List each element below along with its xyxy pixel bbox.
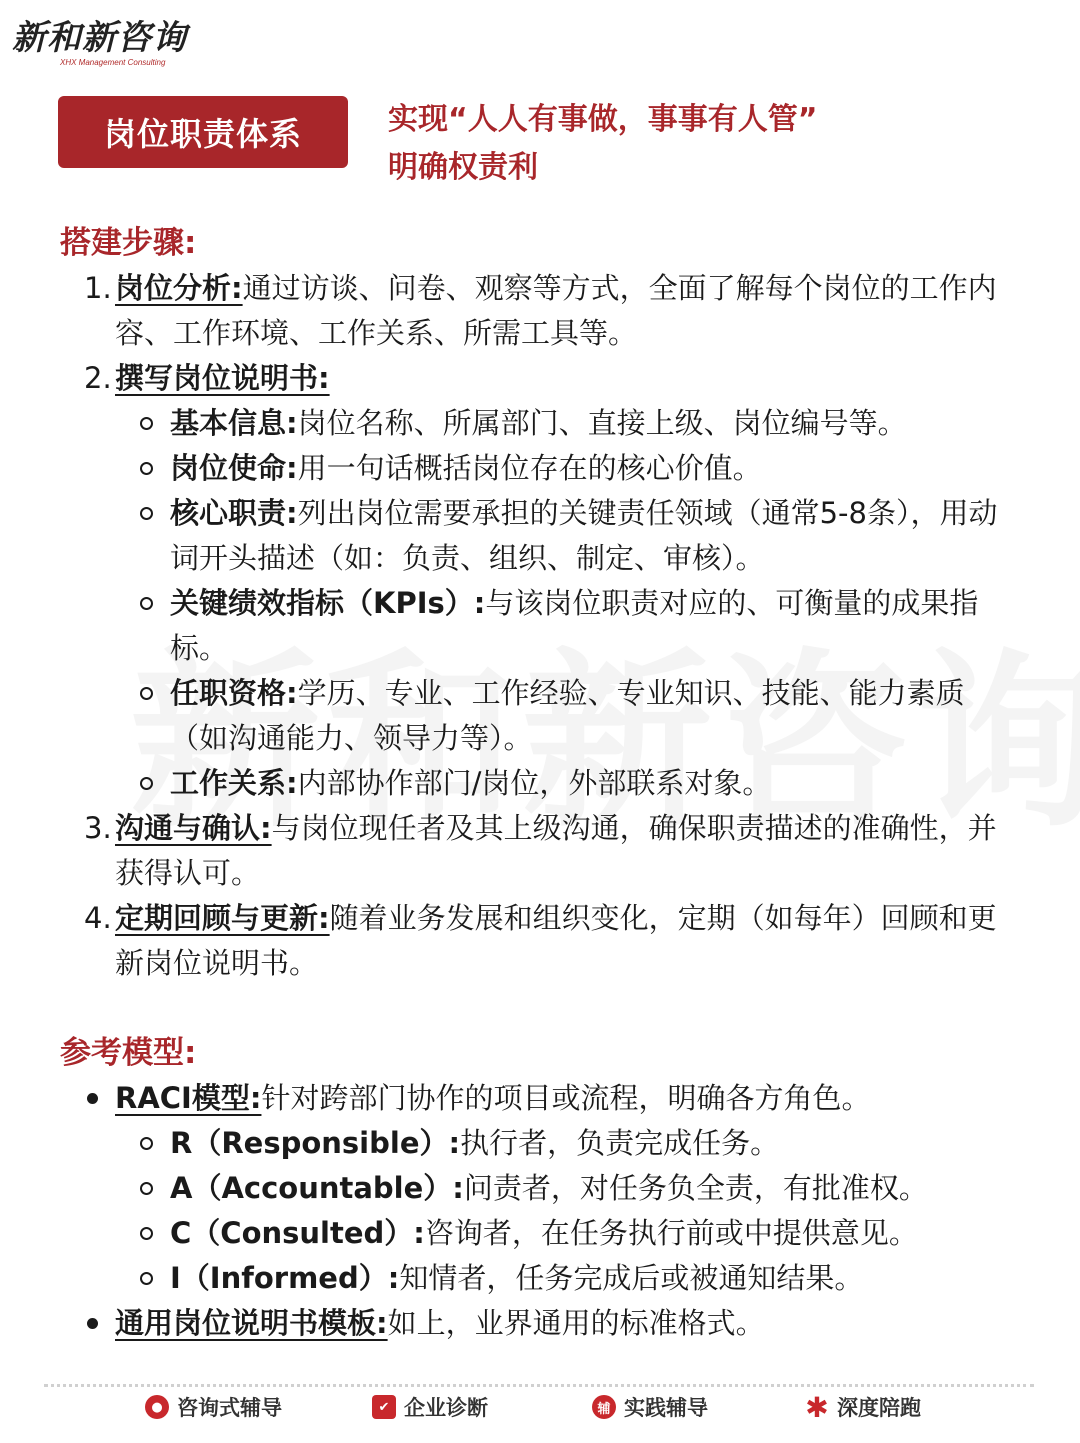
bullet-text: 针对跨部门协作的项目或流程，明确各方角色。 <box>261 1081 871 1115</box>
sub-text: 岗位名称、所属部门、直接上级、岗位编号等。 <box>297 406 907 440</box>
footer-item-practice <box>592 1392 708 1422</box>
title-line-1: 实现“人人有事做，事事有人管” <box>388 102 818 137</box>
logo-text: 新和新咨询 <box>12 18 187 58</box>
sub-key: C（Consulted）: <box>170 1216 425 1250</box>
page-title <box>388 96 817 192</box>
step-text: 与岗位现任者及其上级沟通，确保职责描述的准确性，并获得认可。 <box>115 811 997 890</box>
step-text: 随着业务发展和组织变化，定期（如每年）回顾和更新岗位说明书。 <box>115 901 997 980</box>
footer-item-accompany <box>805 1392 921 1422</box>
sub-item <box>60 1211 1020 1256</box>
title-line-2: 明确权责利 <box>388 150 538 185</box>
models-heading: 参考模型: <box>60 1035 197 1071</box>
footer-bar <box>0 1392 1080 1426</box>
sub-item <box>60 401 1020 446</box>
sub-item <box>60 491 1020 581</box>
sub-key: A（Accountable）: <box>170 1171 464 1205</box>
sub-text: 用一句话概括岗位存在的核心价值。 <box>297 451 762 485</box>
footer-label: 企业诊断 <box>404 1395 488 1420</box>
sub-item <box>60 446 1020 491</box>
bullet-text: 如上，业界通用的标准格式。 <box>387 1306 765 1340</box>
footer-item-diagnosis <box>372 1392 488 1422</box>
footer-divider <box>44 1384 1034 1387</box>
sub-item <box>60 671 1020 761</box>
footer-label: 咨询式辅导 <box>177 1395 282 1420</box>
step-item <box>60 356 1020 401</box>
brand-logo <box>12 18 202 74</box>
practice-icon: 辅 <box>592 1395 616 1419</box>
main-content <box>60 220 1020 1346</box>
sub-item <box>60 761 1020 806</box>
step-item <box>60 896 1020 986</box>
step-item <box>60 266 1020 356</box>
step-number: 3. <box>84 811 112 845</box>
runner-icon: ✱ <box>805 1390 829 1424</box>
sub-text: 知情者，任务完成后或被通知结果。 <box>399 1261 864 1295</box>
sub-key: 关键绩效指标（KPIs）: <box>170 586 486 620</box>
sub-text: 咨询者，在任务执行前或中提供意见。 <box>424 1216 918 1250</box>
sub-key: 基本信息: <box>170 406 298 440</box>
step-key: 定期回顾与更新: <box>115 901 330 935</box>
sub-key: R（Responsible）: <box>170 1126 461 1160</box>
step-key: 岗位分析: <box>115 271 243 305</box>
bullet-item <box>60 1076 1020 1121</box>
sub-text: 列出岗位需要承担的关键责任领域（通常5-8条），用动词开头描述（如：负责、组织、制定、审核）。 <box>170 496 998 575</box>
chat-icon: ● <box>145 1395 169 1419</box>
sub-key: 任职资格: <box>170 676 298 710</box>
sub-text: 执行者，负责完成任务。 <box>460 1126 780 1160</box>
sub-key: 核心职责: <box>170 496 298 530</box>
sub-key: 岗位使命: <box>170 451 298 485</box>
step-item <box>60 806 1020 896</box>
steps-heading: 搭建步骤: <box>60 225 197 261</box>
sub-item <box>60 1166 1020 1211</box>
step-number: 2. <box>84 361 112 395</box>
sub-text: 内部协作部门/岗位，外部联系对象。 <box>297 766 772 800</box>
footer-item-consulting <box>145 1392 282 1422</box>
sub-item <box>60 1121 1020 1166</box>
bullet-item <box>60 1301 1020 1346</box>
bullet-key: RACI模型: <box>115 1081 262 1115</box>
sub-item <box>60 581 1020 671</box>
step-key: 撰写岗位说明书: <box>115 361 330 395</box>
sub-key: I（Informed）: <box>170 1261 400 1295</box>
document-icon: ✔ <box>372 1395 396 1419</box>
step-key: 沟通与确认: <box>115 811 272 845</box>
step-number: 1. <box>84 271 112 305</box>
sub-key: 工作关系: <box>170 766 298 800</box>
spacer <box>60 986 1020 1030</box>
section-tag: 岗位职责体系 <box>58 96 348 168</box>
step-text: 通过访谈、问卷、观察等方式，全面了解每个岗位的工作内容、工作环境、工作关系、所需工具等。 <box>115 271 997 350</box>
sub-item <box>60 1256 1020 1301</box>
bullet-key: 通用岗位说明书模板: <box>115 1306 388 1340</box>
logo-subtitle: XHX Management Consulting <box>60 58 166 67</box>
step-number: 4. <box>84 901 112 935</box>
footer-label: 实践辅导 <box>624 1395 708 1420</box>
sub-text: 与该岗位职责对应的、可衡量的成果指标。 <box>170 586 979 665</box>
sub-text: 学历、专业、工作经验、专业知识、技能、能力素质（如沟通能力、领导力等）。 <box>170 676 965 755</box>
footer-label: 深度陪跑 <box>837 1395 921 1420</box>
sub-text: 问责者，对任务负全责，有批准权。 <box>463 1171 928 1205</box>
